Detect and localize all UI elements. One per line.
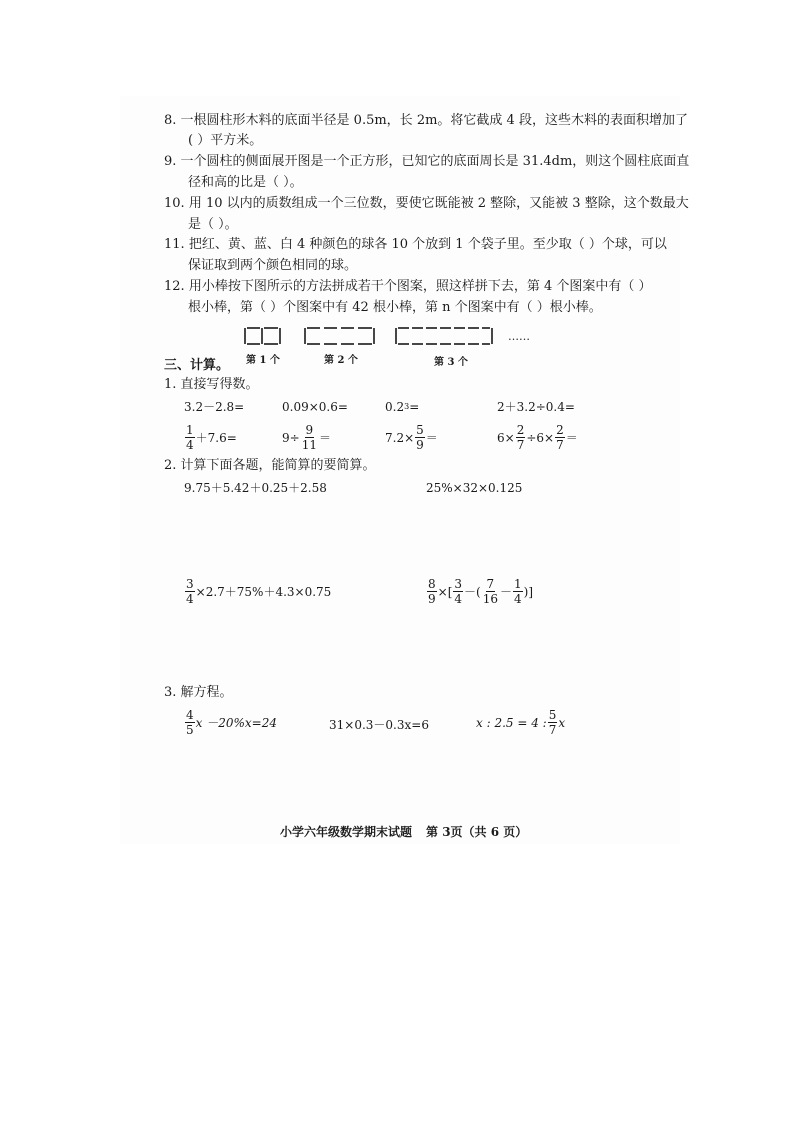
- fraction: $\frac{5}{7}$: [548, 708, 557, 737]
- fraction: $\frac{5}{9}$: [416, 423, 424, 452]
- page-footer: [280, 823, 527, 840]
- question-11-continued: 保证取到两个颜色相同的球。: [188, 258, 358, 273]
- question-10: [164, 195, 689, 213]
- fraction: $\frac{3}{4}$: [186, 577, 194, 606]
- fraction: $\frac{1}{4}$: [514, 577, 522, 606]
- page-number: 第 3页（共 6 页）: [426, 825, 528, 839]
- oral-calc-3: 0.2 3 =: [385, 400, 420, 414]
- part-2-title: 2. 计算下面各题，能简算的要简算。: [164, 458, 376, 473]
- question-12-continued: 根小棒，第（ ）个图案中有 42 根小棒，第 n 个图案中有（ ）根小棒。: [188, 300, 602, 315]
- matchstick-pattern-1: [244, 327, 282, 347]
- question-text: 用 10 以内的质数组成一个三位数，要使它既能被 2 整除，又能被 3 整除，这个数最大: [188, 196, 689, 211]
- question-8-continued: ( ）平方米。: [188, 133, 263, 148]
- question-9-continued: 径和高的比是（ ）。: [188, 175, 303, 190]
- fraction: $\frac{4}{5}$: [186, 708, 194, 737]
- fraction: $\frac{9}{11}$: [301, 423, 317, 452]
- question-8: [164, 112, 688, 130]
- figure-caption-3: 第 3 个: [434, 357, 468, 368]
- fraction: $\frac{2}{7}$: [556, 423, 564, 452]
- question-number: 9.: [164, 154, 177, 169]
- question-12: [164, 278, 652, 296]
- oral-calc-7: 7.2× $\frac{5}{9}$ ＝: [385, 423, 438, 452]
- question-number: 12.: [164, 279, 185, 294]
- oral-calc-8: 6× $\frac{2}{7}$ ÷6× $\frac{2}{7}$ ＝: [497, 423, 578, 452]
- fraction: $\frac{8}{9}$: [428, 577, 436, 606]
- question-text: 用小棒按下图所示的方法拼成若干个图案，照这样拼下去，第 4 个图案中有（ ）: [188, 279, 652, 294]
- oral-calc-1: 3.2－2.8=: [184, 400, 245, 414]
- question-text: 把红、黄、蓝、白 4 种颜色的球各 10 个放到 1 个袋子里。至少取（ ）个球，可以: [188, 237, 667, 252]
- question-9: [164, 153, 689, 171]
- fraction: $\frac{3}{4}$: [454, 577, 463, 606]
- question-number: 11.: [164, 237, 185, 252]
- oral-calc-2: 0.09×0.6=: [282, 400, 348, 414]
- figure-caption-1: 第 1 个: [246, 355, 280, 366]
- question-text: 一个圆柱的侧面展开图是一个正方形，已知它的底面周长是 31.4dm，则这个圆柱底面直: [180, 154, 690, 169]
- equation-3: x : 2.5 = 4 : $\frac{5}{7}$ x: [476, 708, 566, 737]
- matchstick-pattern-3: [395, 327, 495, 347]
- calc-expression-3: $\frac{3}{4}$ ×2.7＋75%＋4.3×0.75: [186, 577, 332, 606]
- question-text: 一根圆柱形木料的底面半径是 0.5m，长 2m。将它截成 4 段，这些木料的表面积增加了: [180, 113, 688, 128]
- question-number: 10.: [164, 196, 185, 211]
- oral-calc-5: $\frac{1}{4}$ ＋7.6=: [186, 423, 237, 452]
- oral-calc-6: 9÷ $\frac{9}{11}$ ＝: [282, 423, 331, 452]
- fraction: $\frac{7}{16}$: [482, 577, 498, 606]
- part-1-title: 1. 直接写得数。: [164, 377, 259, 392]
- figure-ellipsis: ……: [508, 330, 530, 343]
- fraction: $\frac{1}{4}$: [186, 423, 194, 452]
- calc-expression-4: $\frac{8}{9}$ ×[ $\frac{3}{4}$ －( $\frac{7}{16}$ － $\frac{1}{4}$ )]: [428, 577, 534, 606]
- section-title: 三、计算。: [164, 358, 230, 373]
- calc-expression-1: 9.75＋5.42＋0.25＋2.58: [184, 481, 327, 495]
- question-11: [164, 236, 667, 254]
- equation-2: 31×0.3－0.3x=6: [329, 718, 429, 732]
- fraction: $\frac{2}{7}$: [516, 423, 525, 452]
- question-number: 8.: [164, 113, 177, 128]
- oral-calc-4: 2＋3.2÷0.4=: [497, 400, 575, 414]
- question-10-continued: 是（ ）。: [188, 217, 238, 232]
- figure-caption-2: 第 2 个: [324, 355, 358, 366]
- exam-title: 小学六年级数学期末试题: [280, 825, 413, 839]
- calc-expression-2: 25%×32×0.125: [426, 481, 523, 495]
- part-3-title: 3. 解方程。: [164, 685, 233, 700]
- matchstick-pattern-2: [304, 327, 376, 347]
- equation-1: $\frac{4}{5}$ x －20%x=24: [186, 708, 277, 737]
